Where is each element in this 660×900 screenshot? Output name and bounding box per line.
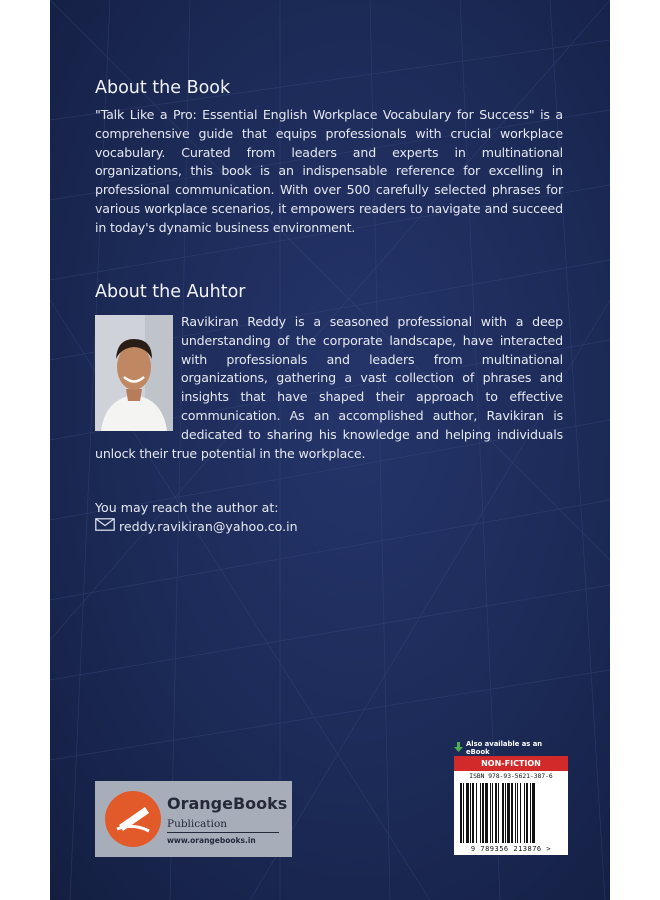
download-arrow-icon <box>454 742 463 754</box>
contact-prompt: You may reach the author at: <box>95 500 279 515</box>
about-author-text: Ravikiran Reddy is a seasoned professional with a deep understanding of the corporate landscape, have interacted with professionals and leaders from multinational organizations, gathering a vast collection of phrases and insights that have shaped their approach to effective communication. As an accomplished author, Ravikiran is dedicated to sharing his knowledge and helping individuals unlock their true potential in the workplace. <box>95 314 563 461</box>
ebook-note <box>454 742 568 754</box>
publisher-subtitle: Publication <box>167 818 228 830</box>
ebook-note-text: Also available as an eBook <box>466 740 543 756</box>
about-book-text: "Talk Like a Pro: Essential English Workplace Vocabulary for Success" is a comprehensive guide that equips professionals with crucial workplace vocabulary. Curated from leaders and experts in multinational organizations, this book is an indispensable reference for excelling in professional communication. With over 500 carefully selected phrases for various workplace scenarios, it empowers readers to navigate and succeed in today's dynamic business environment. <box>95 107 563 235</box>
publisher-name: OrangeBooks <box>167 794 288 813</box>
envelope-icon <box>95 517 115 536</box>
book-logo-icon <box>105 791 161 847</box>
isbn-label: ISBN 978-93-5621-387-6 <box>469 773 553 780</box>
publisher-url: www.orangebooks.in <box>167 836 256 845</box>
author-email-link[interactable]: reddy.ravikiran@yahoo.co.in <box>119 519 298 534</box>
logo-divider <box>167 832 279 833</box>
isbn-barcode <box>454 771 568 855</box>
about-book-heading: About the Book <box>95 78 231 98</box>
contact-block <box>95 498 298 536</box>
back-cover <box>50 0 610 900</box>
genre-label: NON-FICTION <box>454 756 568 771</box>
author-photo <box>95 315 173 431</box>
about-author-heading: About the Auhtor <box>95 282 246 302</box>
publisher-logo <box>95 781 292 857</box>
barcode-number: 9 789356 213876 > <box>470 845 552 853</box>
barcode-bars <box>460 783 562 843</box>
barcode-panel <box>454 742 568 855</box>
author-bio-block <box>95 313 563 463</box>
